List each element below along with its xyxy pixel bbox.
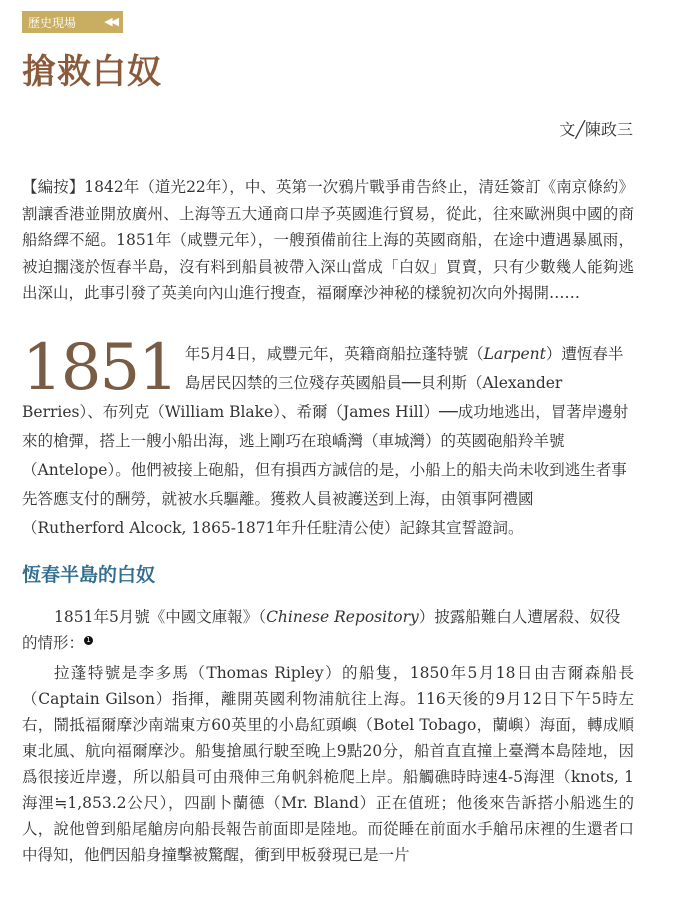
section-badge	[22, 11, 123, 33]
intro-text-1: 年5月4日，咸豐元年，英籍商船拉蓬特號（	[184, 345, 484, 363]
body-paragraph: 拉蓬特號是李多馬（Thomas Ripley）的船隻，1850年5月18日由吉爾森船長（Captain Gilson）指揮，離開英國利物浦航往上海。116天後的9月12日下午5時左右，鬧抵福爾摩沙南端東方60英里的小島紅頭嶼（Botel Tobago，蘭嶼）海面，轉成順東北風、航向福爾摩沙。船隻搶風行駛至晚上9點20分，船首直直撞上臺灣本島陸地，因爲很接近岸邊，所以船員可由飛伸三角帆斜桅爬上岸。船觸礁時時速4-5海浬（knots, 1海浬≒1,853.2公尺），四副卜蘭德（Mr. Bland）正在值班；他後來告訴搭小船逃生的人，說他曾到船尾艙房向船長報告前面即是陸地。而從睡在前面水手艙吊床裡的生還者口中得知，他們因船身撞擊被驚醒，衝到甲板發現已是一片	[22, 664, 634, 864]
ship-name-italic: Larpent	[483, 345, 546, 363]
intro-text-2: ）遭恆春半島居民囚禁的三位殘存英國船員──貝利斯（Alexander Berries）、布列克（William Blake）、希爾（James Hill）──成功地逃出，冒著岸邊射來的槍彈，搭上一艘小船出海，逃上剛巧在琅嶠灣（車城灣）的英國砲船羚羊號（Antelope）。他們被接上砲船，但有損西方誠信的是，小船上的船夫尚未收到逃生者事先答應支付的酬勞，就被水兵驅離。獲救人員被護送到上海，由領事阿禮國（Rutherford Alcock, 1865-1871年升任駐清公使）記錄其宣誓證詞。	[22, 345, 629, 537]
badge-label: 歷史現場	[28, 15, 77, 30]
article-title: 搶救白奴	[22, 52, 162, 92]
author-byline: 文╱陳政三	[559, 120, 633, 139]
publication-name-italic: Chinese Repository	[266, 608, 419, 626]
report-text-2: ）披露船難白人遭屠殺、奴役的情形：	[22, 608, 621, 652]
editor-note: 【編按】1842年（道光22年），中、英第一次鴉片戰爭甫告終止，清廷簽訂《南京條約》割讓香港並開放廣州、上海等五大通商口岸予英國進行貿易，從此，往來歐洲與中國的商船絡繹不絕。1851年（咸豐元年），一艘預備前往上海的英國商船，在途中遭遇暴風雨，被迫擱淺於恆春半島，沒有料到船員被帶入深山當成「白奴」買賣，只有少數幾人能夠逃出深山，此事引發了英美向內山進行搜查，福爾摩沙神秘的樣貌初次向外揭開……	[22, 178, 634, 302]
report-paragraph	[22, 604, 634, 656]
dropcap-year: 1851	[22, 331, 177, 405]
double-arrow-icon: ◀◀	[104, 15, 117, 28]
intro-paragraph	[22, 331, 634, 543]
footnote-marker[interactable]: 1	[84, 636, 93, 645]
section-heading: 恆春半島的白奴	[22, 564, 156, 586]
report-text-1: 1851年5月號《中國文庫報》（	[54, 608, 267, 626]
